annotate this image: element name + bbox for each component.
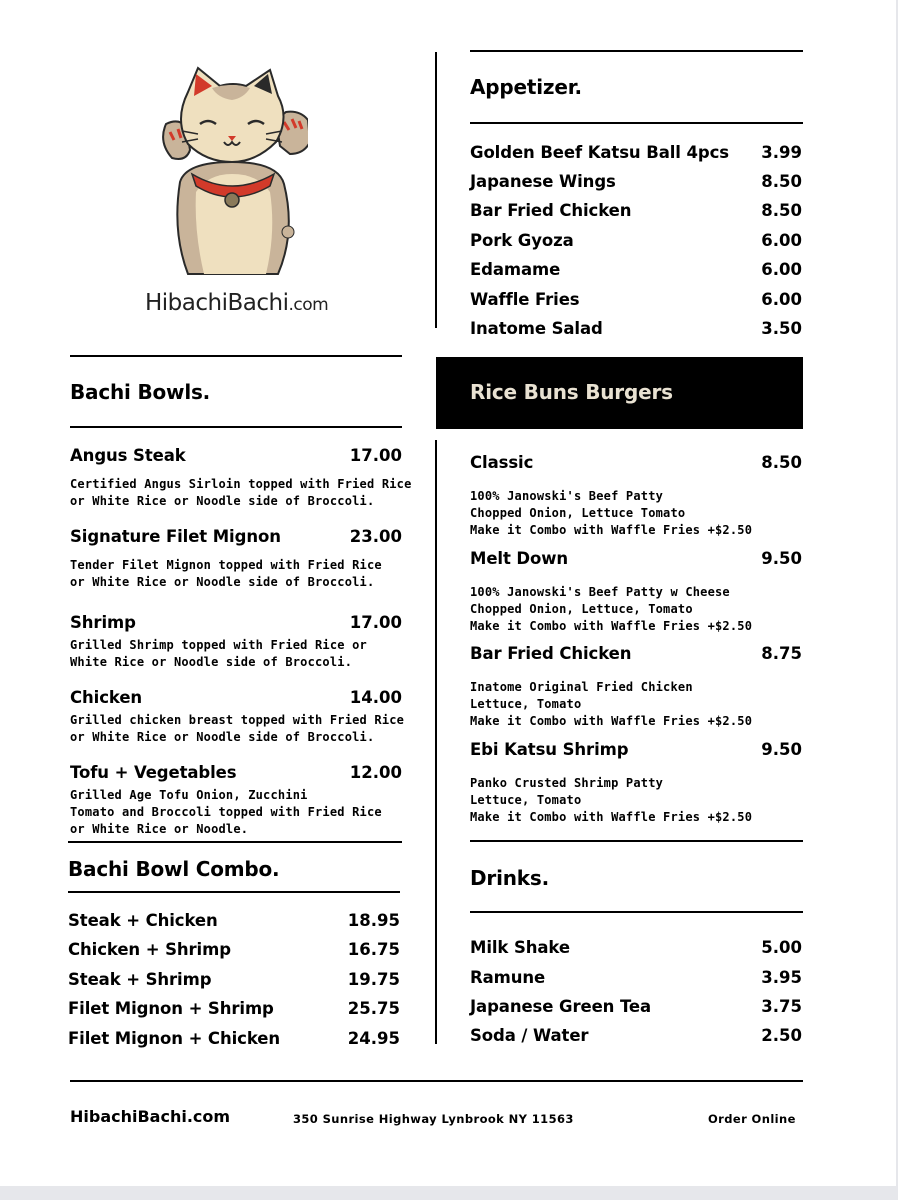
menu-item-name: Chicken (70, 688, 143, 707)
description-line: Lettuce, Tomato (470, 793, 582, 807)
description-line: 100% Janowski's Beef Patty w Cheese (470, 585, 730, 599)
description-line: Make it Combo with Waffle Fries +$2.50 (470, 810, 753, 824)
menu-item-name: Bar Fried Chicken (470, 644, 632, 663)
menu-item-price: 25.75 (347, 999, 400, 1018)
menu-item-name: Bar Fried Chicken (470, 201, 632, 220)
menu-item-name: Japanese Green Tea (470, 997, 652, 1016)
menu-item-price: 8.75 (761, 644, 802, 663)
appetizer-heading: Appetizer. (470, 75, 582, 99)
divider (68, 891, 400, 893)
description-line: Grilled Age Tofu Onion, Zucchini (70, 788, 308, 802)
menu-item-name: Inatome Salad (470, 319, 603, 338)
order-online-link[interactable]: Order Online (708, 1112, 796, 1126)
bowls-heading: Bachi Bowls. (70, 380, 211, 404)
description-line: or White Rice or Noodle. (70, 822, 249, 836)
menu-item-price: 19.75 (347, 970, 400, 989)
drinks-heading: Drinks. (470, 866, 549, 890)
menu-item-price: 6.00 (761, 260, 802, 279)
description-line: or White Rice or Noodle side of Broccoli. (70, 575, 375, 589)
menu-item-price: 8.50 (761, 201, 802, 220)
menu-item-price: 6.00 (761, 231, 802, 250)
description-line: Make it Combo with Waffle Fries +$2.50 (470, 619, 753, 633)
description-line: Lettuce, Tomato (470, 697, 582, 711)
menu-item-description (70, 476, 412, 510)
description-line: Certified Angus Sirloin topped with Fried Rice (70, 477, 412, 491)
divider (470, 50, 803, 52)
menu-item-description (70, 712, 404, 746)
menu-item-description (470, 775, 752, 826)
description-line: Make it Combo with Waffle Fries +$2.50 (470, 523, 753, 537)
description-line: White Rice or Noodle side of Broccoli. (70, 655, 353, 669)
menu-item-name: Golden Beef Katsu Ball 4pcs (470, 143, 729, 162)
menu-item-name: Pork Gyoza (470, 231, 574, 250)
menu-item-price: 23.00 (349, 527, 402, 546)
menu-item-name: Melt Down (470, 549, 569, 568)
menu-item-price: 8.50 (761, 172, 802, 191)
menu-item-name: Filet Mignon + Shrimp (68, 999, 274, 1018)
menu-item-description (70, 787, 382, 838)
menu-item-name: Tofu + Vegetables (70, 763, 237, 782)
footer-site-link[interactable]: HibachiBachi.com (70, 1107, 231, 1126)
menu-item-name: Steak + Shrimp (68, 970, 212, 989)
menu-item-price: 9.50 (761, 740, 802, 759)
divider (70, 355, 402, 357)
menu-item-price: 3.99 (761, 143, 802, 162)
description-line: Grilled Shrimp topped with Fried Rice or (70, 638, 367, 652)
menu-item-price: 3.75 (761, 997, 802, 1016)
menu-item-price: 3.50 (761, 319, 802, 338)
menu-item-price: 6.00 (761, 290, 802, 309)
description-line: or White Rice or Noodle side of Broccoli. (70, 494, 375, 508)
description-line: Chopped Onion, Lettuce, Tomato (470, 602, 693, 616)
menu-item-name: Edamame (470, 260, 561, 279)
description-line: Panko Crusted Shrimp Patty (470, 776, 664, 790)
menu-item-name: Chicken + Shrimp (68, 940, 231, 959)
menu-item-price: 18.95 (347, 911, 400, 930)
menu-item-price: 12.00 (349, 763, 402, 782)
menu-item-price: 9.50 (761, 549, 802, 568)
menu-item-name: Ramune (470, 968, 546, 987)
description-line: or White Rice or Noodle side of Broccoli. (70, 730, 375, 744)
menu-item-description (470, 679, 752, 730)
description-line: Grilled chicken breast topped with Fried Rice (70, 713, 405, 727)
menu-item-price: 17.00 (349, 446, 402, 465)
menu-item-name: Angus Steak (70, 446, 186, 465)
menu-item-description (470, 488, 752, 539)
menu-item-name: Waffle Fries (470, 290, 580, 309)
logo-wordmark: HibachiBachi.com (145, 290, 329, 316)
menu-item-price: 17.00 (349, 613, 402, 632)
burgers-heading: Rice Buns Burgers (470, 380, 673, 404)
menu-item-price: 24.95 (347, 1029, 400, 1048)
combo-heading: Bachi Bowl Combo. (68, 857, 280, 881)
description-line: Tender Filet Mignon topped with Fried Rice (70, 558, 382, 572)
menu-item-name: Soda / Water (470, 1026, 589, 1045)
menu-item-price: 2.50 (761, 1026, 802, 1045)
menu-item-description (470, 584, 752, 635)
description-line: Make it Combo with Waffle Fries +$2.50 (470, 714, 753, 728)
menu-item-name: Japanese Wings (470, 172, 616, 191)
divider (470, 911, 803, 913)
divider (70, 426, 402, 428)
divider (68, 841, 402, 843)
menu-item-price: 3.95 (761, 968, 802, 987)
menu-item-name: Shrimp (70, 613, 136, 632)
column-divider-bottom (435, 440, 437, 1044)
menu-item-price: 14.00 (349, 688, 402, 707)
menu-item-name: Signature Filet Mignon (70, 527, 281, 546)
menu-item-name: Milk Shake (470, 938, 570, 957)
description-line: Inatome Original Fried Chicken (470, 680, 693, 694)
description-line: 100% Janowski's Beef Patty (470, 489, 664, 503)
footer-divider (70, 1080, 803, 1082)
description-line: Chopped Onion, Lettuce Tomato (470, 506, 686, 520)
menu-item-price: 8.50 (761, 453, 802, 472)
menu-item-name: Steak + Chicken (68, 911, 218, 930)
column-divider-top (435, 52, 437, 328)
menu-item-name: Ebi Katsu Shrimp (470, 740, 629, 759)
menu-item-name: Filet Mignon + Chicken (68, 1029, 280, 1048)
menu-item-name: Classic (470, 453, 534, 472)
menu-item-price: 5.00 (761, 938, 802, 957)
menu-item-price: 16.75 (347, 940, 400, 959)
divider (470, 840, 803, 842)
divider (470, 122, 803, 124)
menu-item-description (70, 557, 382, 591)
footer-address: 350 Sunrise Highway Lynbrook NY 11563 (293, 1112, 574, 1126)
description-line: Tomato and Broccoli topped with Fried Rice (70, 805, 382, 819)
menu-item-description (70, 637, 367, 671)
lucky-cat-logo-icon (158, 62, 308, 282)
